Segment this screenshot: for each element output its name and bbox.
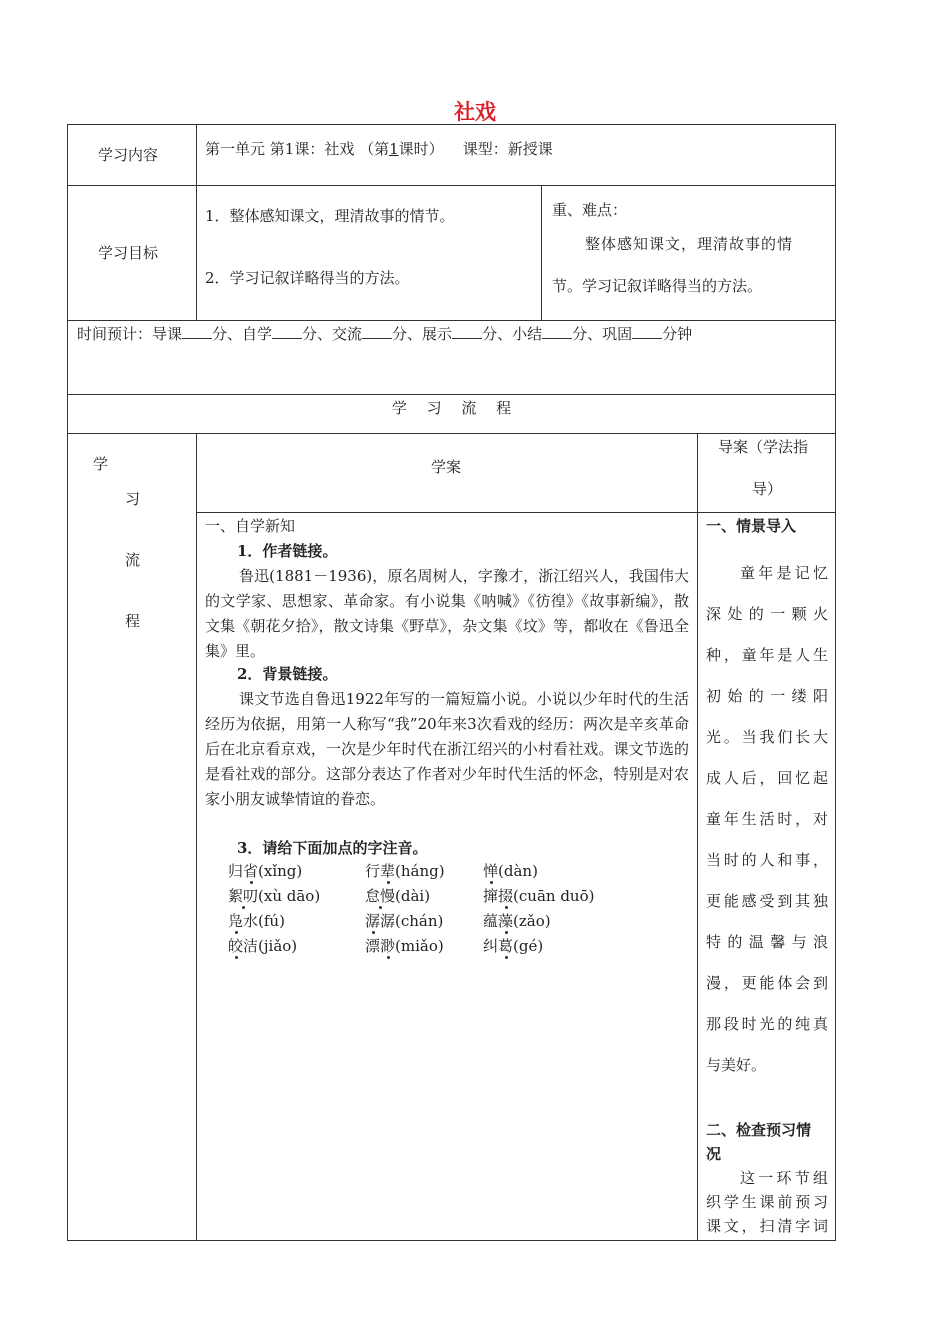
left-label-char: 流 — [125, 551, 141, 569]
time-estimate: 时间预计：导课 分、自学 分、交流 分、展示 分、小结 分、巩固 分钟 — [77, 325, 693, 343]
process-header: 学 习 流 程 — [391, 399, 512, 417]
background-paragraph: 课文节选自鲁迅1922年写的一篇短篇小说。小说以少年时代的生活经历为依据，用第一人称写“我”20年来3次看戏的经历：两次是辛亥革命后在北京看京戏，一次是少年时代在浙江绍兴的小村看社戏。课文节选的是看社戏的部分。这部分表达了作者对少年时代生活的怀念，特别是对农家小朋友诚挚情谊的眷恋。 — [205, 690, 689, 808]
side-text-line: 光。当我们长大 — [706, 728, 828, 746]
column-divider — [196, 433, 197, 1241]
dotted-character: 掇 — [498, 887, 514, 905]
dotted-character: 皎 — [228, 937, 244, 955]
pinyin-item: 皎洁(jiǎo) — [228, 937, 298, 955]
background-heading: 2．背景链接。 — [237, 665, 338, 683]
row-divider — [67, 320, 836, 321]
column-divider — [196, 124, 197, 320]
side-text-line: 课文，扫清字词 — [706, 1217, 828, 1235]
side-text-line: 成人后，回忆起 — [706, 769, 828, 787]
author-heading: 1．作者链接。 — [237, 542, 338, 560]
side-text-line: 织学生课前预习 — [706, 1193, 828, 1211]
dotted-character: 潺 — [365, 912, 381, 930]
section-self-study: 一、自学新知 — [205, 517, 296, 535]
dotted-character: 絮叨 — [228, 887, 259, 905]
key-points-line-1: 整体感知课文，理清故事的情 — [585, 235, 794, 253]
row-divider — [67, 185, 836, 186]
side-heading-preview-2: 况 — [706, 1145, 722, 1163]
side-heading-intro: 一、情景导入 — [706, 517, 797, 535]
side-text-line: 特的温馨与浪 — [706, 933, 828, 951]
left-label-char: 习 — [125, 490, 141, 508]
row-divider — [67, 394, 836, 395]
pinyin-item: 絮叨(xù dāo) — [228, 887, 321, 905]
side-text-line: 深处的一颗火 — [706, 605, 828, 623]
dotted-character: 葛 — [498, 937, 514, 955]
dotted-character: 辈 — [380, 862, 396, 880]
lesson-info — [205, 139, 553, 159]
dotted-character: 藻 — [498, 912, 514, 930]
left-label-char: 学 — [93, 455, 109, 473]
dotted-character: 省 — [243, 862, 259, 880]
pinyin-item: 惮(dàn) — [483, 862, 538, 880]
pinyin-item: 归省(xǐng) — [228, 862, 303, 880]
pinyin-item: 漂渺(miǎo) — [365, 937, 444, 955]
page-title: 社戏 — [454, 100, 496, 124]
dotted-character: 惮 — [483, 862, 499, 880]
left-label-char: 程 — [125, 612, 141, 630]
side-text-line: 那段时光的纯真 — [706, 1015, 828, 1033]
side-text-line: 童年生活时，对 — [706, 810, 828, 828]
daoan-header-line-2: 导） — [752, 480, 783, 498]
pinyin-item: 蕴藻(zǎo) — [483, 912, 551, 930]
row-divider — [196, 512, 836, 513]
pinyin-heading: 3．请给下面加点的字注音。 — [237, 839, 428, 857]
dotted-character: 渺 — [380, 937, 396, 955]
side-text-line: 更能感受到其独 — [706, 892, 828, 910]
goal-1: 1．整体感知课文，理清故事的情节。 — [205, 207, 455, 225]
key-points-label: 重、难点： — [552, 201, 628, 219]
side-heading-preview-1: 二、检查预习情 — [706, 1121, 812, 1139]
lesson-type: 课型：新授课 — [462, 140, 553, 158]
column-divider — [697, 433, 698, 1241]
period-suffix: 课时） — [398, 140, 444, 158]
dotted-character: 凫 — [228, 912, 244, 930]
pinyin-item: 潺潺(chán) — [365, 912, 444, 930]
pinyin-item: 行辈(háng) — [365, 862, 445, 880]
pinyin-item: 撺掇(cuān duō) — [483, 887, 595, 905]
unit-text: 第一单元 — [205, 140, 266, 158]
key-points-line-2: 节。学习记叙详略得当的方法。 — [552, 277, 763, 295]
pinyin-item: 纠葛(gé) — [483, 937, 544, 955]
side-text-line: 漫，更能体会到 — [706, 974, 828, 992]
side-text-line: 种，童年是人生 — [706, 646, 828, 664]
dotted-character: 怠慢 — [365, 887, 396, 905]
period-number: 1 — [389, 140, 399, 158]
label-learning-content: 学习内容 — [98, 146, 159, 164]
side-text-line: 与美好。 — [706, 1056, 767, 1074]
pinyin-item: 凫水(fú) — [228, 912, 285, 930]
side-text-line: 当时的人和事， — [706, 851, 828, 869]
goal-2: 2．学习记叙详略得当的方法。 — [205, 269, 410, 287]
label-learning-goals: 学习目标 — [98, 244, 159, 262]
pinyin-item: 怠慢(dài) — [365, 887, 431, 905]
lesson-prefix: 第1课：社戏 （第 — [269, 140, 390, 158]
column-divider — [541, 185, 542, 320]
daoan-header-line-1: 导案（学法指 — [718, 438, 809, 456]
side-text-line: 这一环节组 — [740, 1169, 828, 1187]
row-divider — [67, 433, 836, 434]
xuean-header: 学案 — [431, 458, 462, 476]
author-paragraph: 鲁迅(1881－1936)，原名周树人，字豫才，浙江绍兴人，我国伟大的文学家、思想家、革命家。有小说集《呐喊》《彷徨》《故事新编》，散文集《朝花夕拾》，散文诗集《野草》，杂文集《坟》等，都收在《鲁迅全集》里。 — [205, 567, 689, 660]
side-text-line: 童年是记忆 — [740, 564, 828, 582]
side-text-line: 初始的一缕阳 — [706, 687, 828, 705]
